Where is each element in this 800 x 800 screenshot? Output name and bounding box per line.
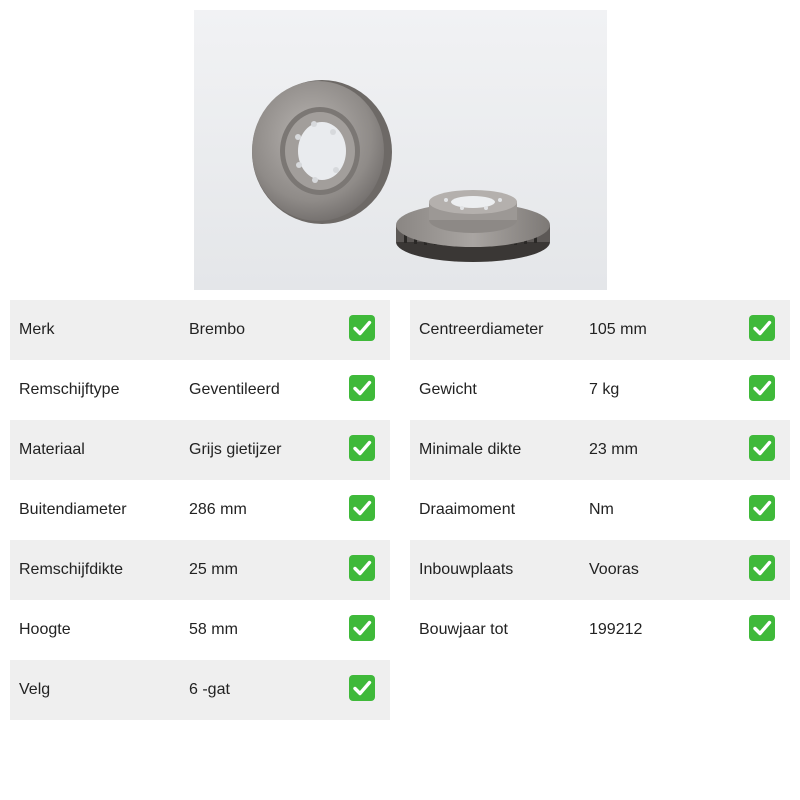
check-mark-icon bbox=[349, 675, 375, 701]
product-image bbox=[194, 10, 607, 290]
check-mark-icon bbox=[349, 495, 375, 521]
spec-row-draaimoment bbox=[410, 480, 790, 540]
spec-value: 199212 bbox=[589, 621, 643, 638]
spec-value: 7 kg bbox=[589, 381, 620, 398]
check-mark-icon bbox=[349, 375, 375, 401]
spec-row-buitendiameter bbox=[10, 480, 390, 540]
spec-label: Inbouwplaats bbox=[419, 561, 514, 578]
spec-label: Minimale dikte bbox=[419, 441, 522, 458]
check-mark-icon bbox=[749, 615, 775, 641]
spec-row-minimale-dikte bbox=[410, 420, 790, 480]
spec-value: 23 mm bbox=[589, 441, 638, 458]
spec-value: 286 mm bbox=[189, 501, 247, 518]
spec-row-gewicht bbox=[410, 360, 790, 420]
spec-row-materiaal bbox=[10, 420, 390, 480]
spec-value: 25 mm bbox=[189, 561, 238, 578]
check-mark-icon bbox=[349, 435, 375, 461]
spec-row-remschijfdikte bbox=[10, 540, 390, 600]
spec-label: Hoogte bbox=[19, 621, 71, 638]
check-mark-icon bbox=[749, 495, 775, 521]
spec-row-merk bbox=[10, 300, 390, 360]
spec-row-centreerdiameter bbox=[410, 300, 790, 360]
spec-label: Velg bbox=[19, 681, 51, 698]
spec-value: Brembo bbox=[189, 321, 246, 338]
spec-row-remschijftype bbox=[10, 360, 390, 420]
spec-label: Gewicht bbox=[419, 381, 477, 398]
spec-label: Merk bbox=[19, 321, 55, 338]
check-mark-icon bbox=[749, 555, 775, 581]
specs-table-left bbox=[10, 300, 390, 720]
spec-row-velg bbox=[10, 660, 390, 720]
check-mark-icon bbox=[749, 375, 775, 401]
spec-row-inbouwplaats bbox=[410, 540, 790, 600]
spec-label: Centreerdiameter bbox=[419, 321, 544, 338]
spec-label: Buitendiameter bbox=[19, 501, 127, 518]
spec-value: 6 -gat bbox=[189, 681, 230, 698]
spec-label: Materiaal bbox=[19, 441, 85, 458]
spec-label: Remschijftype bbox=[19, 381, 120, 398]
check-mark-icon bbox=[749, 315, 775, 341]
spec-value: 58 mm bbox=[189, 621, 238, 638]
spec-value: Grijs gietijzer bbox=[189, 441, 282, 458]
check-mark-icon bbox=[749, 435, 775, 461]
spec-label: Bouwjaar tot bbox=[419, 621, 508, 638]
specs-table-right bbox=[410, 300, 790, 660]
check-mark-icon bbox=[349, 555, 375, 581]
spec-value: Geventileerd bbox=[189, 381, 280, 398]
brake-disc-illustration bbox=[194, 10, 607, 290]
spec-value: Nm bbox=[589, 501, 614, 518]
check-mark-icon bbox=[349, 615, 375, 641]
spec-label: Remschijfdikte bbox=[19, 561, 124, 578]
spec-value: 105 mm bbox=[589, 321, 647, 338]
spec-row-hoogte bbox=[10, 600, 390, 660]
spec-row-bouwjaar-tot bbox=[410, 600, 790, 660]
check-mark-icon bbox=[349, 315, 375, 341]
spec-label: Draaimoment bbox=[419, 501, 516, 518]
spec-value: Vooras bbox=[589, 561, 639, 578]
